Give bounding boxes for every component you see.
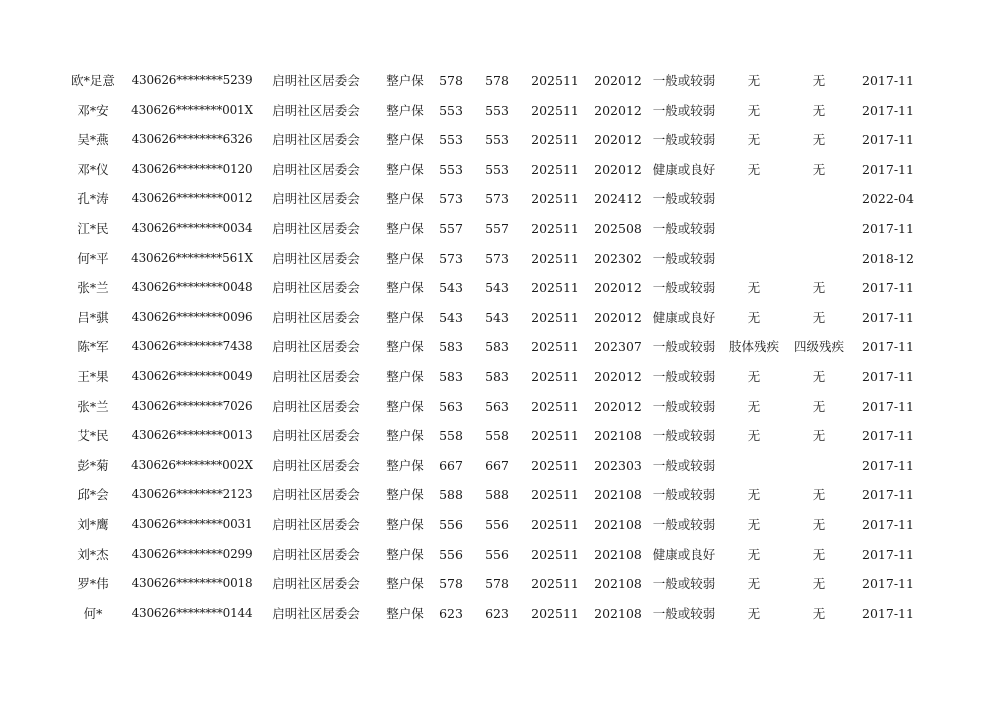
support-type-cell: 整户保: [386, 309, 424, 325]
disability-level-cell: 无: [812, 487, 826, 503]
amount-total-cell: 583: [485, 339, 509, 355]
name-cell: 王*果: [77, 368, 109, 384]
assistance-table: [0, 66, 1000, 628]
support-type-cell: 整户保: [386, 605, 424, 621]
enrollment-date-cell: 2017-11: [862, 516, 914, 532]
table-row: [0, 244, 1000, 274]
table-row: [0, 569, 1000, 599]
id-number-cell: 430626********5239: [131, 73, 253, 87]
period-start-cell: 202108: [594, 605, 642, 621]
period-end-cell: 202511: [531, 73, 579, 88]
disability-type-cell: 无: [747, 398, 761, 414]
name-cell: 何*平: [77, 250, 109, 266]
disability-level-cell: 无: [812, 161, 826, 177]
table-row: [0, 303, 1000, 333]
id-number-cell: 430626********0299: [131, 546, 253, 561]
organization-cell: 启明社区居委会: [272, 398, 360, 414]
amount-total-cell: 583: [485, 368, 509, 384]
period-start-cell: 202412: [594, 191, 642, 207]
enrollment-date-cell: 2017-11: [862, 161, 914, 177]
organization-cell: 启明社区居委会: [272, 309, 360, 325]
period-start-cell: 202012: [594, 368, 642, 384]
name-cell: 刘*鹰: [77, 516, 109, 532]
disability-level-cell: 无: [812, 398, 826, 414]
id-number-cell: 430626********0048: [131, 280, 253, 295]
health-status-cell: 健康或良好: [652, 546, 716, 562]
table-row: [0, 214, 1000, 244]
name-cell: 江*民: [77, 220, 109, 236]
name-cell: 欧*足意: [71, 73, 115, 88]
enrollment-date-cell: 2017-11: [862, 309, 914, 325]
period-end-cell: 202511: [531, 161, 579, 177]
health-status-cell: 一般或较弱: [652, 487, 716, 503]
name-cell: 刘*杰: [77, 546, 109, 562]
support-type-cell: 整户保: [386, 73, 424, 88]
id-number-cell: 430626********0012: [131, 191, 253, 206]
enrollment-date-cell: 2017-11: [862, 102, 914, 118]
period-end-cell: 202511: [531, 398, 579, 414]
amount-cell: 553: [439, 161, 463, 177]
disability-type-cell: [724, 244, 784, 274]
health-status-cell: 一般或较弱: [652, 250, 716, 266]
enrollment-date-cell: 2017-11: [862, 576, 914, 592]
id-number-cell: 430626********7438: [131, 339, 253, 354]
period-end-cell: 202511: [531, 280, 579, 296]
amount-cell: 578: [439, 576, 463, 592]
period-start-cell: 202012: [594, 132, 642, 148]
support-type-cell: 整户保: [386, 339, 424, 355]
amount-cell: 543: [439, 280, 463, 296]
period-start-cell: 202012: [594, 102, 642, 118]
health-status-cell: 一般或较弱: [652, 220, 716, 236]
period-start-cell: 202012: [594, 73, 642, 88]
period-start-cell: 202508: [594, 220, 642, 236]
disability-level-cell: 无: [812, 73, 826, 88]
enrollment-date-cell: 2017-11: [862, 398, 914, 414]
period-end-cell: 202511: [531, 487, 579, 503]
period-start-cell: 202108: [594, 546, 642, 562]
organization-cell: 启明社区居委会: [272, 368, 360, 384]
enrollment-date-cell: 2017-11: [862, 132, 914, 148]
disability-level-cell: 无: [812, 368, 826, 384]
amount-cell: 667: [439, 457, 463, 473]
support-type-cell: 整户保: [386, 576, 424, 592]
table-row: [0, 451, 1000, 481]
disability-type-cell: 无: [747, 102, 761, 118]
organization-cell: 启明社区居委会: [272, 73, 360, 88]
organization-cell: 启明社区居委会: [272, 546, 360, 562]
disability-level-cell: 无: [812, 309, 826, 325]
disability-type-cell: [724, 214, 784, 244]
enrollment-date-cell: 2017-11: [862, 220, 914, 236]
support-type-cell: 整户保: [386, 132, 424, 148]
amount-total-cell: 578: [485, 73, 509, 88]
disability-type-cell: 无: [747, 368, 761, 384]
health-status-cell: 健康或良好: [652, 161, 716, 177]
health-status-cell: 一般或较弱: [652, 576, 716, 592]
enrollment-date-cell: 2017-11: [862, 73, 914, 88]
organization-cell: 启明社区居委会: [272, 428, 360, 444]
disability-type-cell: [724, 184, 784, 214]
health-status-cell: 一般或较弱: [652, 457, 716, 473]
amount-total-cell: 556: [485, 546, 509, 562]
period-start-cell: 202012: [594, 398, 642, 414]
disability-type-cell: 无: [747, 576, 761, 592]
organization-cell: 启明社区居委会: [272, 250, 360, 266]
support-type-cell: 整户保: [386, 546, 424, 562]
amount-total-cell: 553: [485, 132, 509, 148]
table-row: [0, 599, 1000, 629]
amount-total-cell: 543: [485, 309, 509, 325]
period-end-cell: 202511: [531, 457, 579, 473]
id-number-cell: 430626********0120: [131, 161, 253, 176]
disability-level-cell: 无: [812, 516, 826, 532]
period-start-cell: 202012: [594, 161, 642, 177]
organization-cell: 启明社区居委会: [272, 280, 360, 296]
amount-total-cell: 573: [485, 191, 509, 207]
period-end-cell: 202511: [531, 546, 579, 562]
period-start-cell: 202302: [594, 250, 642, 266]
support-type-cell: 整户保: [386, 191, 424, 207]
disability-type-cell: [724, 451, 784, 481]
disability-level-cell: 无: [812, 428, 826, 444]
support-type-cell: 整户保: [386, 368, 424, 384]
support-type-cell: 整户保: [386, 487, 424, 503]
enrollment-date-cell: 2017-11: [862, 368, 914, 384]
organization-cell: 启明社区居委会: [272, 605, 360, 621]
support-type-cell: 整户保: [386, 398, 424, 414]
name-cell: 邓*安: [77, 102, 109, 118]
amount-cell: 557: [439, 220, 463, 236]
amount-cell: 543: [439, 309, 463, 325]
disability-level-cell: [788, 244, 850, 274]
period-end-cell: 202511: [531, 605, 579, 621]
period-end-cell: 202511: [531, 368, 579, 384]
table-row: [0, 392, 1000, 422]
disability-level-cell: 无: [812, 576, 826, 592]
id-number-cell: 430626********0144: [131, 605, 253, 620]
enrollment-date-cell: 2017-11: [862, 605, 914, 621]
amount-total-cell: 553: [485, 161, 509, 177]
amount-cell: 553: [439, 132, 463, 148]
period-start-cell: 202108: [594, 576, 642, 592]
period-start-cell: 202012: [594, 309, 642, 325]
amount-cell: 578: [439, 73, 463, 88]
amount-total-cell: 557: [485, 220, 509, 236]
id-number-cell: 430626********001X: [131, 102, 253, 117]
support-type-cell: 整户保: [386, 280, 424, 296]
table-row: [0, 66, 1000, 96]
amount-total-cell: 558: [485, 428, 509, 444]
table-row: [0, 362, 1000, 392]
organization-cell: 启明社区居委会: [272, 132, 360, 148]
period-end-cell: 202511: [531, 132, 579, 148]
amount-cell: 573: [439, 191, 463, 207]
health-status-cell: 一般或较弱: [652, 339, 716, 355]
name-cell: 陈*军: [77, 339, 109, 355]
disability-type-cell: 无: [747, 280, 761, 296]
disability-type-cell: 无: [747, 73, 761, 88]
id-number-cell: 430626********6326: [131, 132, 253, 147]
disability-type-cell: 无: [747, 605, 761, 621]
amount-cell: 556: [439, 516, 463, 532]
support-type-cell: 整户保: [386, 220, 424, 236]
disability-type-cell: 无: [747, 516, 761, 532]
disability-level-cell: 四级残疾: [793, 339, 844, 355]
table-row: [0, 273, 1000, 303]
disability-type-cell: 无: [747, 428, 761, 444]
health-status-cell: 一般或较弱: [652, 428, 716, 444]
organization-cell: 启明社区居委会: [272, 220, 360, 236]
amount-total-cell: 623: [485, 605, 509, 621]
amount-cell: 563: [439, 398, 463, 414]
disability-type-cell: 无: [747, 132, 761, 148]
organization-cell: 启明社区居委会: [272, 516, 360, 532]
disability-type-cell: 无: [747, 546, 761, 562]
name-cell: 罗*伟: [77, 576, 109, 592]
name-cell: 吕*骐: [77, 309, 109, 325]
amount-total-cell: 667: [485, 457, 509, 473]
organization-cell: 启明社区居委会: [272, 161, 360, 177]
amount-cell: 583: [439, 339, 463, 355]
enrollment-date-cell: 2022-04: [862, 191, 914, 207]
period-end-cell: 202511: [531, 576, 579, 592]
organization-cell: 启明社区居委会: [272, 576, 360, 592]
support-type-cell: 整户保: [386, 516, 424, 532]
id-number-cell: 430626********002X: [131, 457, 253, 472]
disability-level-cell: 无: [812, 102, 826, 118]
health-status-cell: 一般或较弱: [652, 73, 716, 88]
amount-cell: 556: [439, 546, 463, 562]
period-end-cell: 202511: [531, 339, 579, 355]
support-type-cell: 整户保: [386, 428, 424, 444]
organization-cell: 启明社区居委会: [272, 102, 360, 118]
name-cell: 张*兰: [77, 398, 109, 414]
amount-total-cell: 588: [485, 487, 509, 503]
enrollment-date-cell: 2017-11: [862, 428, 914, 444]
amount-cell: 558: [439, 428, 463, 444]
support-type-cell: 整户保: [386, 457, 424, 473]
period-start-cell: 202303: [594, 457, 642, 473]
id-number-cell: 430626********0013: [131, 428, 253, 443]
amount-cell: 623: [439, 605, 463, 621]
enrollment-date-cell: 2017-11: [862, 457, 914, 473]
period-end-cell: 202511: [531, 220, 579, 236]
table-row: [0, 421, 1000, 451]
name-cell: 吴*燕: [77, 132, 109, 148]
enrollment-date-cell: 2017-11: [862, 280, 914, 296]
period-end-cell: 202511: [531, 428, 579, 444]
enrollment-date-cell: 2017-11: [862, 546, 914, 562]
organization-cell: 启明社区居委会: [272, 339, 360, 355]
name-cell: 何*: [83, 605, 103, 621]
period-end-cell: 202511: [531, 309, 579, 325]
health-status-cell: 健康或良好: [652, 309, 716, 325]
table-row: [0, 155, 1000, 185]
disability-type-cell: 无: [747, 487, 761, 503]
disability-level-cell: 无: [812, 280, 826, 296]
health-status-cell: 一般或较弱: [652, 368, 716, 384]
health-status-cell: 一般或较弱: [652, 516, 716, 532]
id-number-cell: 430626********2123: [131, 487, 253, 502]
id-number-cell: 430626********0096: [131, 309, 253, 324]
table-row: [0, 184, 1000, 214]
id-number-cell: 430626********0049: [131, 368, 253, 383]
enrollment-date-cell: 2017-11: [862, 339, 914, 355]
period-end-cell: 202511: [531, 516, 579, 532]
table-row: [0, 332, 1000, 362]
period-start-cell: 202108: [594, 516, 642, 532]
organization-cell: 启明社区居委会: [272, 191, 360, 207]
disability-type-cell: 肢体残疾: [728, 339, 779, 355]
disability-level-cell: 无: [812, 605, 826, 621]
name-cell: 邱*会: [77, 487, 109, 503]
id-number-cell: 430626********7026: [131, 398, 253, 413]
amount-total-cell: 573: [485, 250, 509, 266]
id-number-cell: 430626********0018: [131, 576, 253, 591]
health-status-cell: 一般或较弱: [652, 191, 716, 207]
amount-cell: 583: [439, 368, 463, 384]
period-end-cell: 202511: [531, 102, 579, 118]
disability-level-cell: [788, 184, 850, 214]
amount-total-cell: 578: [485, 576, 509, 592]
amount-total-cell: 563: [485, 398, 509, 414]
period-end-cell: 202511: [531, 191, 579, 207]
name-cell: 张*兰: [77, 280, 109, 296]
period-start-cell: 202108: [594, 428, 642, 444]
table-row: [0, 125, 1000, 155]
disability-type-cell: 无: [747, 161, 761, 177]
period-end-cell: 202511: [531, 250, 579, 266]
amount-total-cell: 553: [485, 102, 509, 118]
health-status-cell: 一般或较弱: [652, 132, 716, 148]
period-start-cell: 202108: [594, 487, 642, 503]
name-cell: 孔*涛: [77, 191, 109, 207]
disability-level-cell: [788, 214, 850, 244]
enrollment-date-cell: 2017-11: [862, 487, 914, 503]
table-row: [0, 480, 1000, 510]
disability-level-cell: 无: [812, 132, 826, 148]
period-start-cell: 202307: [594, 339, 642, 355]
health-status-cell: 一般或较弱: [652, 102, 716, 118]
disability-type-cell: 无: [747, 309, 761, 325]
name-cell: 艾*民: [77, 428, 109, 444]
amount-cell: 553: [439, 102, 463, 118]
period-start-cell: 202012: [594, 280, 642, 296]
table-row: [0, 96, 1000, 126]
organization-cell: 启明社区居委会: [272, 457, 360, 473]
disability-level-cell: [788, 451, 850, 481]
health-status-cell: 一般或较弱: [652, 398, 716, 414]
id-number-cell: 430626********561X: [131, 250, 253, 265]
health-status-cell: 一般或较弱: [652, 605, 716, 621]
name-cell: 彭*菊: [77, 457, 109, 473]
id-number-cell: 430626********0031: [131, 516, 253, 531]
amount-total-cell: 556: [485, 516, 509, 532]
support-type-cell: 整户保: [386, 102, 424, 118]
enrollment-date-cell: 2018-12: [862, 250, 914, 266]
organization-cell: 启明社区居委会: [272, 487, 360, 503]
table-row: [0, 510, 1000, 540]
id-number-cell: 430626********0034: [131, 220, 253, 235]
support-type-cell: 整户保: [386, 250, 424, 266]
support-type-cell: 整户保: [386, 161, 424, 177]
amount-cell: 573: [439, 250, 463, 266]
amount-total-cell: 543: [485, 280, 509, 296]
disability-level-cell: 无: [812, 546, 826, 562]
table-row: [0, 540, 1000, 570]
health-status-cell: 一般或较弱: [652, 280, 716, 296]
amount-cell: 588: [439, 487, 463, 503]
name-cell: 邓*仪: [77, 161, 109, 177]
